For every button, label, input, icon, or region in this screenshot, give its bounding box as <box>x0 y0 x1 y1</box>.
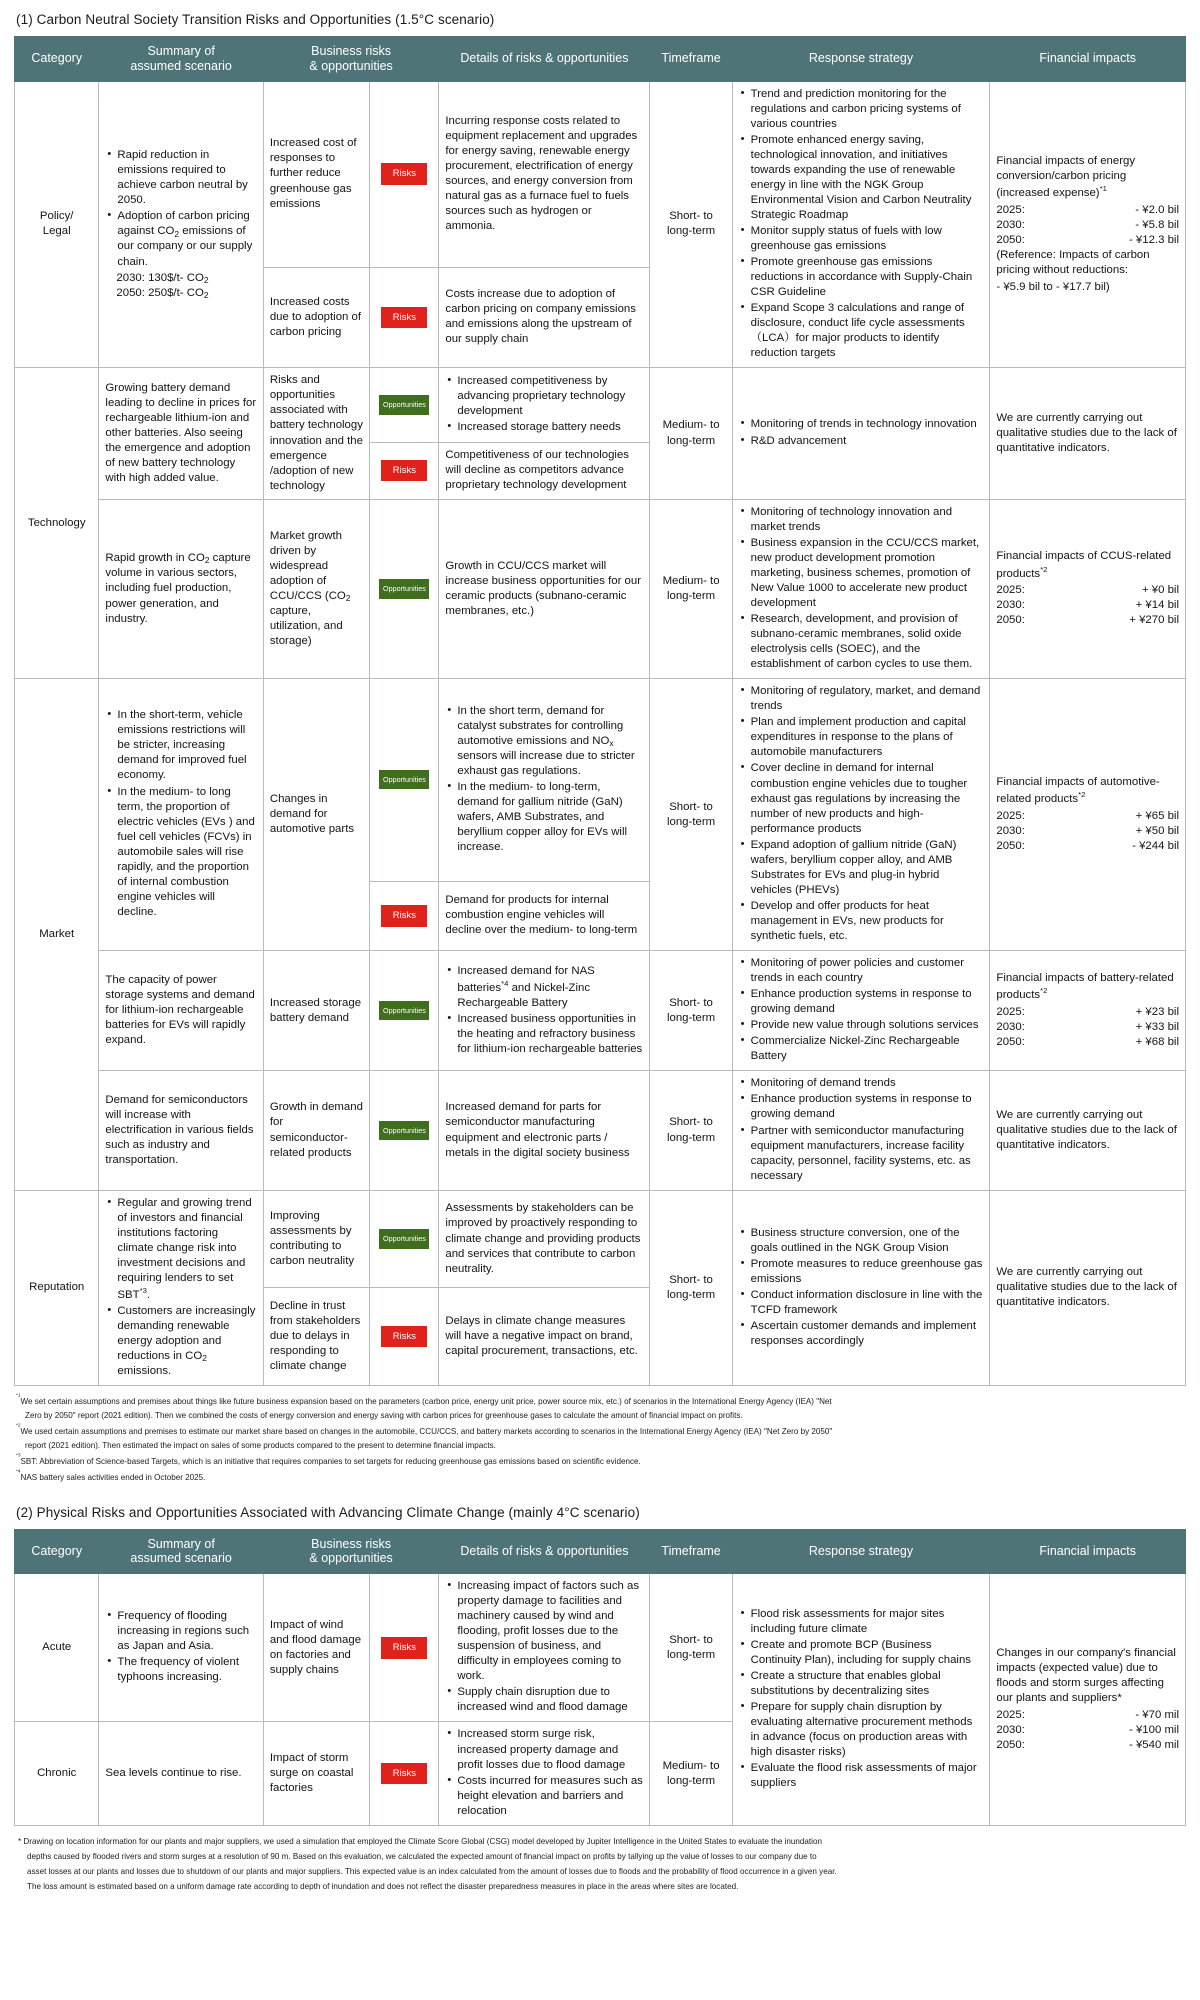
header-business-risks <box>263 37 439 82</box>
cell-details-reputation-1: Assessments by stakeholders can be improved by proactively responding to climate change and providing products and services that contribute to carbon neutrality. <box>439 1190 650 1288</box>
cell-tag-reputation-2 <box>370 1288 439 1386</box>
financial-row: 2025: - ¥70 mil <box>996 1708 1179 1721</box>
cell-tag-market-3 <box>370 1071 439 1190</box>
table-header-row <box>15 1529 1186 1574</box>
cell-business-risk-market-3: Growth in demand for semiconductor-related products <box>263 1071 370 1190</box>
cell-details-technology-2: Growth in CCU/CCS market will increase business opportunities for our ceramic products (subnano-ceramic membranes, etc.) <box>439 499 650 679</box>
financial-reference: (Reference: Impacts of carbon pricing without reductions: <box>996 248 1150 276</box>
header-summary <box>99 1529 263 1574</box>
list-item: • Rapid reduction in emissions required to achieve carbon neutral by 2050. <box>116 148 256 208</box>
list-item: • Promote enhanced energy saving, technological innovation, and initiatives towards expanding the use of renewable energy in line with the NGK Group Environmental Vision and Carbon Neutrality Strategic Roadmap <box>750 133 984 223</box>
cell-summary-market-2: The capacity of power storage systems and demand for lithium-ion rechargeable batteries for EVs will rapidly expand. <box>99 951 263 1071</box>
status-badge-opportunities: Opportunities <box>379 395 429 414</box>
cell-timeframe-chronic <box>650 1722 732 1825</box>
header-summary-line2: assumed scenario <box>130 58 232 73</box>
cell-details-market-opp <box>439 679 650 881</box>
table-row <box>15 1071 1186 1190</box>
financial-reference-2: - ¥5.9 bil to - ¥17.7 bil) <box>996 280 1110 293</box>
header-brisk-line1: Business risks <box>311 1536 392 1551</box>
financial-row: 2025: + ¥23 bil <box>996 1006 1179 1019</box>
list-item: • Increased demand for NAS batteries$^{*4}$ and Nickel-Zinc Rechargeable Battery <box>456 964 643 1011</box>
cell-business-risk-chronic: Impact of storm surge on coastal factories <box>263 1722 370 1825</box>
cell-tag-policy-2 <box>370 267 439 368</box>
cell-business-risk-reputation-2: Decline in trust from stakeholders due to delays in responding to climate change <box>263 1288 370 1386</box>
cell-summary-policy <box>99 81 263 368</box>
timeframe-line1: Short- to <box>669 1116 713 1129</box>
financial-row: 2050: - ¥12.3 bil <box>996 233 1179 246</box>
cell-timeframe-technology-2 <box>650 499 732 679</box>
cell-response-technology-2 <box>732 499 990 679</box>
footnote-marker: *2 <box>16 1423 21 1429</box>
financial-heading: Financial impacts of energy conversion/carbon pricing (increased expense)$^{*1}$ <box>996 154 1136 199</box>
status-badge-risks: Risks <box>381 307 427 329</box>
list-item: • Business expansion in the CCU/CCS market, new product development promotion marketing, business schemes, promotion of New Value 1000 to accelerate new product development <box>750 536 984 611</box>
list-item: • Supply chain disruption due to increased wind and flood damage <box>456 1685 643 1715</box>
physical-risks-table <box>14 1529 1186 1826</box>
list-item: • Increased storage battery needs <box>456 420 643 435</box>
status-badge-risks: Risks <box>381 460 427 482</box>
timeframe-line2: long-term <box>666 1774 716 1787</box>
cell-response-market-2 <box>732 951 990 1071</box>
footnote-marker: *3 <box>16 1453 21 1459</box>
timeframe-line2: long-term <box>666 434 716 447</box>
timeframe-line1: Short- to <box>669 800 713 813</box>
cell-summary-acute <box>99 1574 263 1722</box>
footnote-marker: *4 <box>16 1469 21 1475</box>
list-item: • Business structure conversion, one of the goals outlined in the NGK Group Vision <box>750 1226 984 1256</box>
table-row <box>15 499 1186 679</box>
cell-financial-market-1 <box>990 679 1186 951</box>
status-badge-opportunities: Opportunities <box>379 1229 429 1248</box>
cell-details-reputation-2: Delays in climate change measures will have a negative impact on brand, capital procurement, transactions, etc. <box>439 1288 650 1386</box>
list-item: • Enhance production systems in response to growing demand <box>750 1092 984 1122</box>
cell-category-market: Market <box>15 679 99 1190</box>
header-timeframe: Timeframe <box>650 1529 732 1574</box>
cell-financial-technology-2 <box>990 499 1186 679</box>
header-financial: Financial impacts <box>990 1529 1186 1574</box>
cell-timeframe-policy <box>650 81 732 368</box>
status-badge-risks: Risks <box>381 1637 427 1659</box>
table-row <box>15 951 1186 1071</box>
financial-row: 2025: - ¥2.0 bil <box>996 203 1179 216</box>
financial-row: 2030: - ¥5.8 bil <box>996 218 1179 231</box>
cell-financial-technology-1: We are currently carrying out qualitative studies due to the lack of quantitative indicators. <box>990 368 1186 499</box>
financial-row: 2050: - ¥540 mil <box>996 1739 1179 1752</box>
header-details: Details of risks & opportunities <box>439 1529 650 1574</box>
cell-business-risk-market-2: Increased storage battery demand <box>263 951 370 1071</box>
cell-tag-reputation-1 <box>370 1190 439 1288</box>
footnote-text-line1: We used certain assumptions and premises to estimate our market share based on changes in the automobile, CCU/CCS, and battery markets according to scenarios in the International Energy Agency (IEA) "Net Zero by 2050" <box>20 1426 833 1436</box>
cell-category-reputation: Reputation <box>15 1190 99 1385</box>
policy-price-2050: 2050: 250$/t- $CO_2$ <box>116 286 209 300</box>
list-item: • Expand Scope 3 calculations and range of disclosure, conduct life cycle assessments （LCA）for major products to identify reduction targets <box>750 301 984 361</box>
list-item: • Adoption of carbon pricing against $CO_2$ emissions of our company or our supply chain. <box>116 209 256 269</box>
financial-row: 2030: - ¥100 mil <box>996 1723 1179 1736</box>
cell-business-risk-technology-2: Market growth driven by widespread adoption of CCU/CCS ($CO_2$ capture, utilization, and storage) <box>263 499 370 679</box>
timeframe-line1: Medium- to <box>662 1759 720 1772</box>
list-item: • Research, development, and provision of subnano-ceramic membranes, solid oxide electrolysis cells (SOEC), and the establishment of carbon cycles to use them. <box>750 612 984 672</box>
timeframe-line1: Short- to <box>669 996 713 1009</box>
list-item: • In the short term, demand for catalyst substrates for controlling automotive emissions and $NO_x$ sensors will increase due to stricter exhaust gas regulations. <box>456 704 643 779</box>
table-row <box>15 1190 1186 1288</box>
timeframe-line1: Medium- to <box>662 574 720 587</box>
cell-tag-technology-risk <box>370 442 439 499</box>
list-item: • In the medium- to long-term, demand for gallium nitride (GaN) wafers, AMB Substrates, and beryllium copper alloy for EVs will increase. <box>456 780 643 855</box>
timeframe-line2: long-term <box>666 1131 716 1144</box>
cell-financial-policy <box>990 81 1186 368</box>
footnote-3 <box>16 1453 1184 1469</box>
status-badge-risks: Risks <box>381 1326 427 1348</box>
timeframe-line2: long-term <box>666 589 716 602</box>
cell-tag-market-opp <box>370 679 439 881</box>
list-item: • Flood risk assessments for major sites including future climate <box>750 1607 984 1637</box>
financial-heading: Financial impacts of CCUS-related products$^{*2}$ <box>996 550 1172 580</box>
timeframe-line2: long-term <box>666 1288 716 1301</box>
footnote-marker: *1 <box>16 1394 21 1400</box>
header-summary-line2: assumed scenario <box>130 1551 232 1566</box>
list-item: • Develop and offer products for heat management in EVs, new products for synthetic fuels, etc. <box>750 899 984 944</box>
cell-timeframe-market-1 <box>650 679 732 951</box>
table-header-row <box>15 37 1186 82</box>
policy-price-2030: 2030: 130$/t- $CO_2$ <box>116 271 209 285</box>
timeframe-line2: long-term <box>666 1648 716 1661</box>
financial-row: 2050: + ¥68 bil <box>996 1036 1179 1049</box>
list-item: • Plan and implement production and capital expenditures in response to the plans of automobile manufacturers <box>750 715 984 760</box>
financial-heading: Financial impacts of battery-related products$^{*2}$ <box>996 972 1174 1002</box>
cell-details-technology-risk: Competitiveness of our technologies will decline as competitors advance proprietary technology development <box>439 442 650 499</box>
list-item: • In the short-term, vehicle emissions restrictions will be stricter, increasing demand for improved fuel economy. <box>116 708 256 783</box>
status-badge-opportunities: Opportunities <box>379 579 429 598</box>
status-badge-risks: Risks <box>381 1763 427 1785</box>
status-badge-opportunities: Opportunities <box>379 770 429 789</box>
list-item: • The frequency of violent typhoons increasing. <box>116 1655 256 1685</box>
cell-tag-policy-1 <box>370 81 439 267</box>
list-item: • Enhance production systems in response to growing demand <box>750 987 984 1017</box>
cell-summary-technology-2: Rapid growth in $CO_2$ capture volume in various sectors, including fuel production, power generation, and industry. <box>99 499 263 679</box>
timeframe-line1: Medium- to <box>662 419 720 432</box>
status-badge-opportunities: Opportunities <box>379 1121 429 1140</box>
cell-timeframe-market-3 <box>650 1071 732 1190</box>
cell-tag-market-2 <box>370 951 439 1071</box>
timeframe-line1: Short- to <box>669 210 713 223</box>
table-row <box>15 81 1186 267</box>
financial-row: 2030: + ¥14 bil <box>996 599 1179 612</box>
cell-details-policy-1: Incurring response costs related to equipment replacement and upgrades for energy saving, renewable energy procurement, electrification of energy sources, and energy conversion from natural gas as a furnace fuel to fuels sources such as hydrogen or ammonia. <box>439 81 650 267</box>
section-1-title: (1) Carbon Neutral Society Transition Risks and Opportunities (1.5°C scenario) <box>16 12 495 27</box>
cell-details-market-risk: Demand for products for internal combustion engine vehicles will decline over the medium- to long-term <box>439 881 650 950</box>
footnote-text-line1: NAS battery sales activities ended in October 2025. <box>20 1472 206 1482</box>
list-item: • Monitoring of regulatory, market, and demand trends <box>750 684 984 714</box>
cell-category-acute: Acute <box>15 1574 99 1722</box>
header-financial: Financial impacts <box>990 37 1186 82</box>
status-badge-opportunities: Opportunities <box>379 1001 429 1020</box>
header-category: Category <box>15 1529 99 1574</box>
footnote-text-line2: report (2021 edition). Then estimated the impact on sales of some products compared to the present to determine financial impacts. <box>25 1440 496 1450</box>
cell-business-risk-technology-1: Risks and opportunities associated with battery technology innovation and the emergence /adoption of new technology <box>263 368 370 499</box>
footnote-4 <box>16 1469 1184 1485</box>
financial-row: 2030: + ¥50 bil <box>996 825 1179 838</box>
list-item: • Provide new value through solutions services <box>750 1018 984 1033</box>
list-item: • In the medium- to long term, the proportion of electric vehicles (EVs ) and fuel cell vehicles (FCVs) in automobile sales will rise rapidly, and the proportion of internal combustion engine vehicles will decline. <box>116 785 256 920</box>
header-category: Category <box>15 37 99 82</box>
financial-row: 2030: + ¥33 bil <box>996 1021 1179 1034</box>
header-summary-line1: Summary of <box>147 44 215 58</box>
footnote-text-line2: depths caused by flooded rivers and storm surges at a resolution of 90 m. Based on this evaluation, we calculated the expected amount of financial impact on profits by tallying up the value of losses to our company due to <box>27 1851 817 1861</box>
list-item: • Customers are increasingly demanding renewable energy adoption and reductions in $CO_2$ emissions. <box>116 1304 256 1379</box>
category-line2: Legal <box>42 225 71 238</box>
cell-financial-physical <box>990 1574 1186 1826</box>
cell-business-risk-reputation-1: Improving assessments by contributing to carbon neutrality <box>263 1190 370 1288</box>
list-item: • Commercialize Nickel-Zinc Rechargeable Battery <box>750 1034 984 1064</box>
financial-row: 2025: + ¥65 bil <box>996 810 1179 822</box>
header-business-risks <box>263 1529 439 1574</box>
header-summary <box>99 37 263 82</box>
table-row <box>15 368 1186 442</box>
cell-details-chronic <box>439 1722 650 1825</box>
financial-row: 2050: + ¥270 bil <box>996 614 1179 627</box>
section-2-footnote <box>18 1835 1182 1895</box>
list-item: • Create and promote BCP (Business Continuity Plan), including for supply chains <box>750 1638 984 1668</box>
status-badge-risks: Risks <box>381 163 427 185</box>
cell-tag-technology-opp <box>370 368 439 442</box>
cell-business-risk-policy-1: Increased cost of responses to further reduce greenhouse gas emissions <box>263 81 370 267</box>
header-summary-line1: Summary of <box>147 1536 215 1551</box>
cell-timeframe-acute <box>650 1574 732 1722</box>
cell-financial-market-3: We are currently carrying out qualitative studies due to the lack of quantitative indicators. <box>990 1071 1186 1190</box>
footnote-text-line2: Zero by 2050" report (2021 edition). Then we combined the costs of energy conversion and energy saving with carbon prices for greenhouse gases to calculate the amount of financial impact on profits. <box>25 1410 743 1420</box>
footnote-text-line1: Drawing on location information for our plants and major suppliers, we used a simulation that employed the Climate Score Global (CSG) model developed by Jupiter Intelligence in the United States to evaluate the inundation <box>23 1836 822 1846</box>
cell-summary-technology-1: Growing battery demand leading to decline in prices for rechargeable lithium-ion and other batteries. Also seeing the emergence and adoption of new battery technology with high added value. <box>99 368 263 499</box>
header-details: Details of risks & opportunities <box>439 37 650 82</box>
footnote-1 <box>16 1393 1184 1423</box>
section-1-footnotes <box>16 1393 1184 1485</box>
list-item: • Increased business opportunities in the heating and refractory business for lithium-ion rechargeable batteries <box>456 1012 643 1057</box>
cell-response-market-3 <box>732 1071 990 1190</box>
footnote-text-line1: We set certain assumptions and premises about things like future business expansion based on the parameters (carbon price, energy unit price, power source mix, etc.) of scenarios in the International Energy Agency (IEA) "Net <box>20 1397 832 1407</box>
list-item: • Create a structure that enables global substitutions by decentralizing sites <box>750 1669 984 1699</box>
cell-response-policy <box>732 81 990 368</box>
list-item: • Monitor supply status of fuels with low greenhouse gas emissions <box>750 224 984 254</box>
list-item: • Regular and growing trend of investors and financial institutions factoring climate change risk into investment decisions and requiring lenders to set SBT$^{*3}$. <box>116 1196 256 1303</box>
header-timeframe: Timeframe <box>650 37 732 82</box>
timeframe-line1: Short- to <box>669 1273 713 1286</box>
cell-tag-acute <box>370 1574 439 1722</box>
footnote-text-line3: asset losses at our plants and losses due to shutdown of our plants and major suppliers. This expected value is an index calculated from the amount of losses due to floods and the probability of flood occurrence in a given year. <box>27 1866 837 1876</box>
footnote-marker: * <box>18 1836 22 1846</box>
cell-response-physical <box>732 1574 990 1826</box>
timeframe-line2: long-term <box>666 225 716 238</box>
table-row <box>15 1574 1186 1722</box>
cell-details-acute <box>439 1574 650 1722</box>
footnote-text-line1: SBT: Abbreviation of Science-based Targets, which is an initiative that requires companies to set targets for reducing greenhouse gas emissions based on scientific evidence. <box>20 1456 641 1466</box>
cell-business-risk-acute: Impact of wind and flood damage on factories and supply chains <box>263 1574 370 1722</box>
financial-heading: Financial impacts of automotive-related products$^{*2}$ <box>996 776 1160 805</box>
section-2-title: (2) Physical Risks and Opportunities Associated with Advancing Climate Change (mainly 4°C scenario) <box>16 1504 640 1520</box>
list-item: • Expand adoption of gallium nitride (GaN) wafers, beryllium copper alloy, and AMB Substrates for EVs and plug-in hybrid vehicles (PHEVs) <box>750 838 984 898</box>
cell-response-market-1 <box>732 679 990 951</box>
list-item: • Trend and prediction monitoring for the regulations and carbon pricing systems of various countries <box>750 87 984 132</box>
cell-timeframe-technology-1 <box>650 368 732 499</box>
list-item: • Monitoring of trends in technology innovation <box>750 417 984 432</box>
cell-financial-reputation: We are currently carrying out qualitative studies due to the lack of quantitative indicators. <box>990 1190 1186 1385</box>
cell-tag-chronic <box>370 1722 439 1825</box>
header-response: Response strategy <box>732 37 990 82</box>
transition-risks-table <box>14 36 1186 1386</box>
cell-details-market-3: Increased demand for parts for semiconductor manufacturing equipment and electronic parts / metals in the digital society business <box>439 1071 650 1190</box>
list-item: • Increasing impact of factors such as property damage to facilities and machinery caused by wind and flooding, profit losses due to the suspension of business, and difficulty in employees coming to work. <box>456 1579 643 1684</box>
cell-details-technology-opp <box>439 368 650 442</box>
table-row <box>15 679 1186 881</box>
header-brisk-line2: & opportunities <box>309 58 393 73</box>
list-item: • Increased competitiveness by advancing proprietary technology development <box>456 374 643 419</box>
header-response: Response strategy <box>732 1529 990 1574</box>
cell-business-risk-policy-2: Increased costs due to adoption of carbon pricing <box>263 267 370 368</box>
cell-financial-market-2 <box>990 951 1186 1071</box>
list-item: • Ascertain customer demands and implement responses accordingly <box>750 1319 984 1349</box>
timeframe-line2: long-term <box>666 1011 716 1024</box>
section-divider <box>14 1485 1186 1501</box>
cell-category-policy <box>15 81 99 368</box>
cell-details-policy-2: Costs increase due to adoption of carbon pricing on company emissions and emissions along the upstream of our supply chain <box>439 267 650 368</box>
header-brisk-line1: Business risks <box>311 44 392 58</box>
list-item: • Monitoring of power policies and customer trends in each country <box>750 956 984 986</box>
cell-summary-reputation <box>99 1190 263 1385</box>
cell-summary-market-3: Demand for semiconductors will increase with electrification in various fields such as industry and transportation. <box>99 1071 263 1190</box>
status-badge-risks: Risks <box>381 905 427 927</box>
cell-details-market-2 <box>439 951 650 1071</box>
cell-response-reputation <box>732 1190 990 1385</box>
list-item: • Partner with semiconductor manufacturing equipment manufacturers, increase facility capacity, personnel, facility systems, etc. as necessary <box>750 1124 984 1184</box>
list-item: • Frequency of flooding increasing in regions such as Japan and Asia. <box>116 1609 256 1654</box>
cell-business-risk-market-1: Changes in demand for automotive parts <box>263 679 370 951</box>
cell-tag-market-risk <box>370 881 439 950</box>
cell-category-technology: Technology <box>15 368 99 679</box>
cell-summary-chronic: Sea levels continue to rise. <box>99 1722 263 1825</box>
cell-category-chronic: Chronic <box>15 1722 99 1825</box>
list-item: • Costs incurred for measures such as height elevation and barriers and relocation <box>456 1774 643 1819</box>
timeframe-line2: long-term <box>666 815 716 828</box>
financial-row: 2050: - ¥244 bil <box>996 840 1179 853</box>
list-item: • Promote greenhouse gas emissions reductions in accordance with Supply-Chain CSR Guideline <box>750 255 984 300</box>
footnote-text-line4: The loss amount is estimated based on a uniform damage rate according to depth of inundation and does not reflect the disaster preparedness measures in place in the areas where sites are located. <box>27 1881 739 1891</box>
header-brisk-line2: & opportunities <box>309 1551 393 1566</box>
list-item: • Monitoring of technology innovation and market trends <box>750 505 984 535</box>
list-item: • Cover decline in demand for internal combustion engine vehicles due to tougher exhaust gas regulations by increasing the number of new products and high-performance products <box>750 761 984 836</box>
list-item: • Promote measures to reduce greenhouse gas emissions <box>750 1257 984 1287</box>
list-item: • Increased storm surge risk, increased property damage and profit losses due to flood damage <box>456 1727 643 1772</box>
financial-row: 2025: + ¥0 bil <box>996 584 1179 597</box>
list-item: • Evaluate the flood risk assessments of major suppliers <box>750 1761 984 1791</box>
list-item: • Prepare for supply chain disruption by evaluating alternative procurement methods in advance (focus on production areas with high disaster risks) <box>750 1700 984 1760</box>
timeframe-line1: Short- to <box>669 1633 713 1646</box>
cell-tag-technology-2 <box>370 499 439 679</box>
category-line1: Policy/ <box>39 210 74 223</box>
list-item: • Conduct information disclosure in line with the TCFD framework <box>750 1288 984 1318</box>
list-item: • R&D advancement <box>750 434 984 449</box>
footnote-2 <box>16 1423 1184 1453</box>
cell-timeframe-market-2 <box>650 951 732 1071</box>
cell-timeframe-reputation <box>650 1190 732 1385</box>
cell-response-technology-1 <box>732 368 990 499</box>
list-item: • Monitoring of demand trends <box>750 1076 984 1091</box>
financial-heading: Changes in our company's financial impacts (expected value) due to floods and storm surges affecting our plants and suppliers* <box>996 1646 1176 1704</box>
cell-summary-market-1 <box>99 679 263 951</box>
